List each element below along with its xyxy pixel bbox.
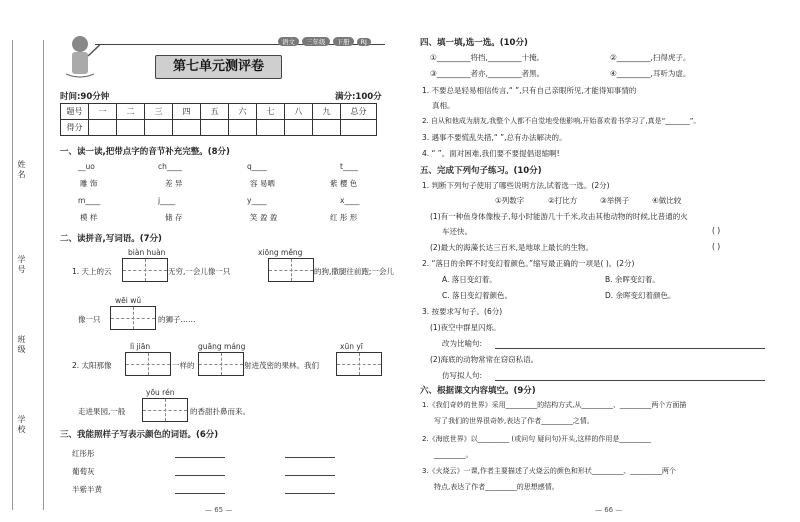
score-table-header-row (61, 104, 377, 120)
question: 4. “ ”。面对困难,我们要不要提倡退缩啊! (422, 149, 560, 158)
full-score-label: 满分:100分 (335, 92, 382, 102)
option: ②打比方 (548, 196, 578, 205)
question: 2.《海底世界》以_________ (或问句 疑问句)开头,这样的作用是_________ (422, 435, 651, 443)
sentence-part: 走进果园,一般 (78, 407, 126, 416)
sentence-part: 的狮子…… (158, 315, 196, 324)
choice[interactable]: B. 余晖变幻着。 (605, 275, 660, 284)
pinyin-blank[interactable]: __uo (78, 162, 95, 171)
writing-box[interactable] (110, 306, 156, 330)
pinyin: wēi wǔ (115, 296, 142, 305)
writing-box[interactable] (198, 352, 244, 376)
question: 2. “落日的余晖不时变幻着颜色。”缩写最正确的一项是( )。(2分) (422, 259, 635, 268)
question: 3.《火烧云》一课,作者主要描述了火烧云的颜色和形状_________、_________两个 (422, 467, 676, 475)
sentence-part: 的香甜扑鼻而来。 (190, 407, 250, 416)
choice[interactable]: C. 落日变幻着颜色。 (442, 291, 513, 300)
score-cell: 四 (173, 104, 201, 120)
word: 雕 饰 (80, 179, 98, 188)
binding-label-school: 学校 (17, 415, 26, 435)
question-cont: 特点,表达了作者_________的思想感情。 (434, 483, 559, 491)
question-cont: 真相。 (432, 101, 455, 110)
mascot-illustration (60, 30, 100, 80)
pinyin: xiōng měng (258, 248, 303, 257)
pinyin-blank[interactable]: m____ (78, 196, 101, 205)
pinyin-blank[interactable]: j____ (158, 196, 176, 205)
answer-paren[interactable]: ( ) (712, 226, 721, 235)
question: 1. 不要总是轻易相信传言,“ ”,只有自己亲眼所见,才能得知事情的 (422, 86, 637, 95)
question-cont: _________。 (434, 451, 473, 459)
word: 紫 樱 色 (330, 179, 358, 188)
question: 1.《我们奇妙的世界》采用_________的结构方式,从_________、_________两个方面描 (422, 401, 687, 409)
pinyin-blank[interactable]: q____ (247, 162, 267, 171)
pinyin-blank[interactable]: x____ (340, 196, 360, 205)
header-tags (278, 37, 374, 46)
score-cell: 八 (285, 104, 313, 120)
section3-heading: 三、我能照样子写表示颜色的词语。(6分) (60, 430, 219, 440)
pinyin: xūn yī (340, 342, 363, 351)
score-row-label: 得分 (61, 120, 89, 136)
section4-heading: 四、填一填,选一选。(10分) (420, 38, 528, 48)
score-cell: 一 (89, 104, 117, 120)
page-title: 第七单元测评卷 (155, 55, 282, 79)
score-cell: 五 (201, 104, 229, 120)
binding-margin (12, 40, 44, 510)
score-cell: 二 (117, 104, 145, 120)
score-cell: 六 (229, 104, 257, 120)
question-cont: 写了我们的世界很奇妙,表达了作者_________之情。 (434, 417, 594, 425)
idiom-blank[interactable]: ①_________将挡,_________十掩。 (430, 53, 545, 62)
question: 1. 判断下列句子使用了哪些说明方法,试着选一选。(2分) (422, 181, 610, 190)
binding-label-class: 班级 (17, 335, 26, 355)
option: ④做比较 (652, 196, 682, 205)
writing-box[interactable] (122, 258, 168, 282)
example-word: 半紫半黄 (72, 485, 102, 494)
pinyin-blank[interactable]: ch____ (158, 162, 182, 171)
right-page (400, 0, 800, 522)
score-cell: 总分 (341, 104, 377, 120)
option: ③举例子 (600, 196, 630, 205)
score-input-cell[interactable] (145, 120, 173, 136)
prompt: 仿写拟人句: (442, 371, 483, 380)
example-word: 红彤彤 (72, 449, 95, 458)
score-input-cell[interactable] (257, 120, 285, 136)
question: (1)有一种鱼身体像梭子,每小时能游几十千米,攻击其他动物的时候,比普通的火 (430, 212, 688, 221)
tag-volume: 下册 (333, 37, 354, 46)
sentence-part: 2. 太阳那像 (72, 361, 112, 370)
answer-line[interactable] (495, 348, 765, 349)
answer-paren[interactable]: ( ) (712, 242, 721, 251)
question: (2)最大的海藻长达三百米,是地球上最长的生物。 (430, 243, 594, 252)
score-cell: 七 (257, 104, 285, 120)
pinyin: lì jiān (130, 342, 151, 351)
question: 2. 自从和他成为朋友,我整个人都不自觉地受他影响,开始喜欢看书学习了,真是“_______”。 (422, 117, 701, 125)
pinyin: guāng máng (198, 342, 246, 351)
answer-line[interactable] (175, 475, 225, 476)
answer-line[interactable] (175, 493, 225, 494)
pinyin: biàn huàn (128, 248, 166, 257)
word: 笑 盈 盈 (250, 213, 278, 222)
section1-heading: 一、读一读,把带点字的音节补充完整。(8分) (60, 147, 230, 157)
option: ①列数字 (495, 196, 525, 205)
sentence-part: 的狗,撒腿往前跑;一会儿 (314, 267, 394, 276)
binding-label-name: 姓名 (17, 160, 26, 180)
writing-box[interactable] (142, 398, 188, 422)
score-table-score-row (61, 120, 377, 136)
sentence-part: 1. 天上的云 (72, 267, 112, 276)
score-input-cell[interactable] (201, 120, 229, 136)
idiom-blank[interactable]: ②_________,扫得虎子。 (610, 53, 691, 62)
tag-subject: 语文 (278, 37, 299, 46)
tag-grade: 三年级 (302, 37, 330, 46)
question: (1)夜空中群星闪烁。 (430, 323, 501, 332)
answer-line[interactable] (285, 475, 335, 476)
pinyin: yōu rén (146, 388, 175, 397)
tag-edition: RJ (357, 38, 371, 46)
writing-box[interactable] (125, 352, 171, 376)
score-cell: 三 (145, 104, 173, 120)
word: 差 异 (165, 179, 183, 188)
page-number: — 65 — (205, 506, 233, 514)
score-table (60, 103, 377, 136)
writing-box[interactable] (268, 258, 314, 282)
answer-line[interactable] (495, 380, 765, 381)
question: 3. 按要求写句子。(6分) (422, 307, 503, 316)
pinyin-blank[interactable]: t____ (340, 162, 358, 171)
sentence-part: 无穷,一会儿像一只 (168, 267, 231, 276)
question-cont: 车还快。 (442, 227, 472, 236)
answer-line[interactable] (285, 457, 335, 458)
page-number: — 66 — (595, 506, 623, 514)
section5-heading: 五、完成下列句子练习。(10分) (420, 166, 542, 176)
time-label: 时间:90分钟 (60, 92, 110, 102)
answer-line[interactable] (285, 493, 335, 494)
word: 容 易晒 (250, 179, 275, 188)
word: 储 存 (165, 213, 183, 222)
sentence-part: 一样的 (172, 361, 195, 370)
choice[interactable]: D. 余晖变幻着颜色。 (605, 291, 676, 300)
score-input-cell[interactable] (341, 120, 377, 136)
score-input-cell[interactable] (173, 120, 201, 136)
example-word: 葡萄灰 (72, 467, 95, 476)
section2-heading: 二、读拼音,写词语。(7分) (60, 234, 162, 244)
binding-label-id: 学号 (17, 255, 26, 275)
question: (2)海底的动物常常在窃窃私语。 (430, 355, 539, 364)
score-input-cell[interactable] (313, 120, 341, 136)
choice[interactable]: A. 落日变幻着。 (442, 275, 497, 284)
answer-line[interactable] (175, 457, 225, 458)
sentence-part: 像一只 (78, 315, 101, 324)
score-input-cell[interactable] (285, 120, 313, 136)
pinyin-blank[interactable]: y____ (247, 196, 267, 205)
idiom-blank[interactable]: ③_________者亦,_________者黑。 (430, 69, 545, 78)
question: 3. 遇事不要慌乱失措,“ ”,总有办法解决的。 (422, 133, 567, 142)
word: 红 彤 形 (330, 213, 358, 222)
idiom-blank[interactable]: ④_________,耳听为虚。 (610, 69, 691, 78)
score-input-cell[interactable] (117, 120, 145, 136)
score-cell: 题号 (61, 104, 89, 120)
word: 模 样 (80, 213, 98, 222)
section6-heading: 六、根据课文内容填空。(9分) (420, 386, 536, 396)
score-cell: 九 (313, 104, 341, 120)
score-input-cell[interactable] (89, 120, 117, 136)
prompt: 改为比喻句: (442, 339, 483, 348)
writing-box[interactable] (336, 352, 382, 376)
score-input-cell[interactable] (229, 120, 257, 136)
sentence-part: 射进茂密的果林。我们 (244, 361, 319, 370)
